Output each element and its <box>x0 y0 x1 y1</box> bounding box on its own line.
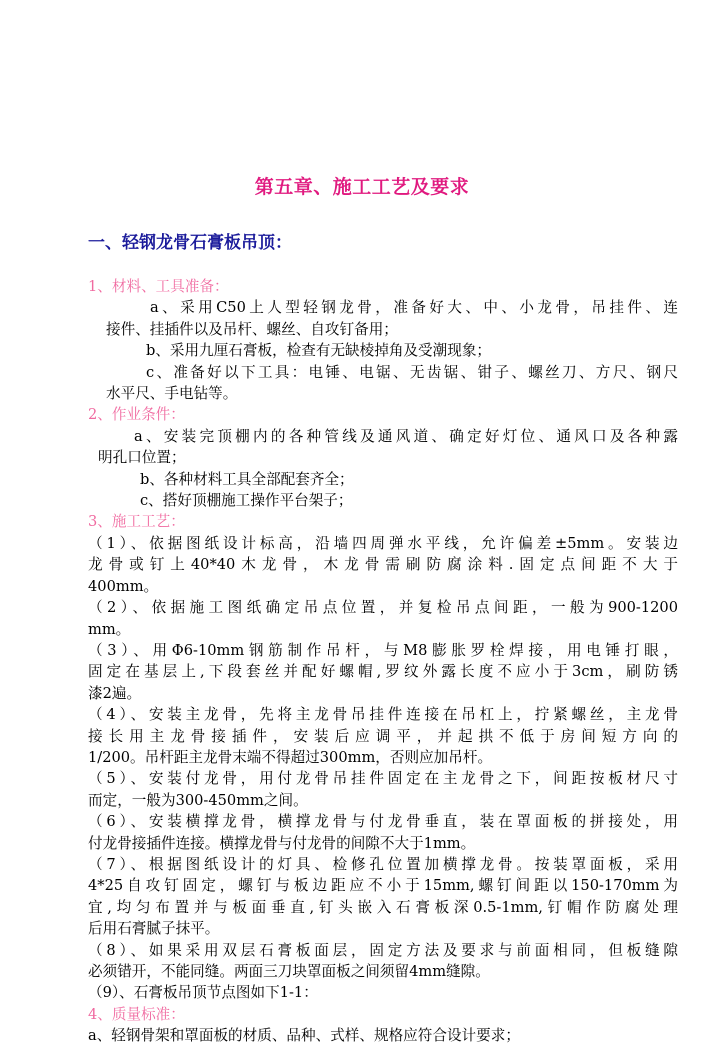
paragraph-line: （6）、安装横撑龙骨，横撑龙骨与付龙骨垂直，装在罩面板的拼接处，用 <box>88 813 678 831</box>
paragraph-line: 4*25自攻钉固定，螺钉与板边距应不小于15mm,螺钉间距以150-170mm为 <box>88 877 678 895</box>
paragraph-line: a、轻钢骨架和罩面板的材质、品种、式样、规格应符合设计要求； <box>88 1027 520 1045</box>
paragraph-line: （4）、安装主龙骨，先将主龙骨吊挂件连接在吊杠上，拧紧螺丝，主龙骨 <box>88 706 678 724</box>
paragraph-line: 而定，一般为300-450mm之间。 <box>88 791 308 809</box>
paragraph-line: 接长用主龙骨接插件，安装后应调平，并起拱不低于房间短方向的 <box>88 727 678 745</box>
paragraph-line: （2）、依据施工图纸确定吊点位置，并复检吊点间距，一般为900-1200 <box>88 599 678 617</box>
paragraph-line: 后用石膏腻子抹平。 <box>88 920 220 938</box>
paragraph-line: 龙骨或钉上40*40木龙骨，木龙骨需刷防腐涂料.固定点间距不大于 <box>88 556 678 574</box>
paragraph-line: 宜,均匀布置并与板面垂直,钉头嵌入石膏板深0.5-1mm,钉帽作防腐处理 <box>88 898 678 916</box>
paragraph-line: （1）、依据图纸设计标高，沿墙四周弹水平线，允许偏差±5mm。安装边 <box>88 534 678 552</box>
subheading-quality: 4、质量标准： <box>88 1005 185 1023</box>
paragraph-line: 漆2遍。 <box>88 684 142 702</box>
paragraph-line: 接件、挂插件以及吊杆、螺丝、自攻钉备用； <box>106 320 398 338</box>
section-title: 一、轻钢龙骨石膏板吊顶： <box>88 233 292 253</box>
paragraph-line: （5）、安装付龙骨，用付龙骨吊挂件固定在主龙骨之下，间距按板材尺寸 <box>88 770 678 788</box>
paragraph-line: mm。 <box>88 620 131 638</box>
paragraph-line: c、准备好以下工具：电锤、电锯、无齿锯、钳子、螺丝刀、方尺、钢尺 <box>146 363 678 381</box>
subheading-materials: 1、材料、工具准备： <box>88 278 229 295</box>
paragraph-line: a、采用C50上人型轻钢龙骨，准备好大、中、小龙骨，吊挂件、连 <box>150 299 678 317</box>
paragraph-line: 1/200。吊杆距主龙骨末端不得超过300mm，否则应加吊杆。 <box>88 748 493 766</box>
paragraph-line: a、安装完顶棚内的各种管线及通风道、确定好灯位、通风口及各种露 <box>134 427 678 445</box>
subheading-conditions: 2、作业条件： <box>88 406 185 424</box>
chapter-title: 第五章、施工工艺及要求 <box>254 176 470 198</box>
paragraph-line: 明孔口位置； <box>98 449 186 467</box>
paragraph-line: （7）、根据图纸设计的灯具、检修孔位置加横撑龙骨。按装罩面板，采用 <box>88 855 678 873</box>
paragraph-line: （3）、用Φ6-10mm钢筋制作吊杆，与M8膨胀罗栓焊接，用电锤打眼， <box>88 641 678 659</box>
paragraph-line: （9）、石膏板吊顶节点图如下1-1： <box>88 984 318 1002</box>
paragraph-line: 固定在基层上,下段套丝并配好螺帽,罗纹外露长度不应小于3cm，刷防锈 <box>88 663 678 681</box>
paragraph-line: （8）、如果采用双层石膏板面层，固定方法及要求与前面相同，但板缝隙 <box>88 941 678 959</box>
document-body <box>88 276 678 1047</box>
paragraph-line: 必须错开，不能同缝。两面三刀块罩面板之间须留4mm缝隙。 <box>88 963 490 980</box>
paragraph-line: c、搭好顶棚施工操作平台架子； <box>140 492 353 510</box>
paragraph-line: 付龙骨接插件连接。横撑龙骨与付龙骨的间隙不大于1mm。 <box>88 834 476 852</box>
paragraph-line: 水平尺、手电钻等。 <box>106 385 238 403</box>
paragraph-line: b、采用九厘石膏板，检查有无缺棱掉角及受潮现象； <box>146 342 492 360</box>
subheading-process: 3、施工工艺： <box>88 513 185 531</box>
paragraph-line: 400mm。 <box>88 577 159 595</box>
paragraph-line: b、各种材料工具全部配套齐全； <box>140 470 354 488</box>
